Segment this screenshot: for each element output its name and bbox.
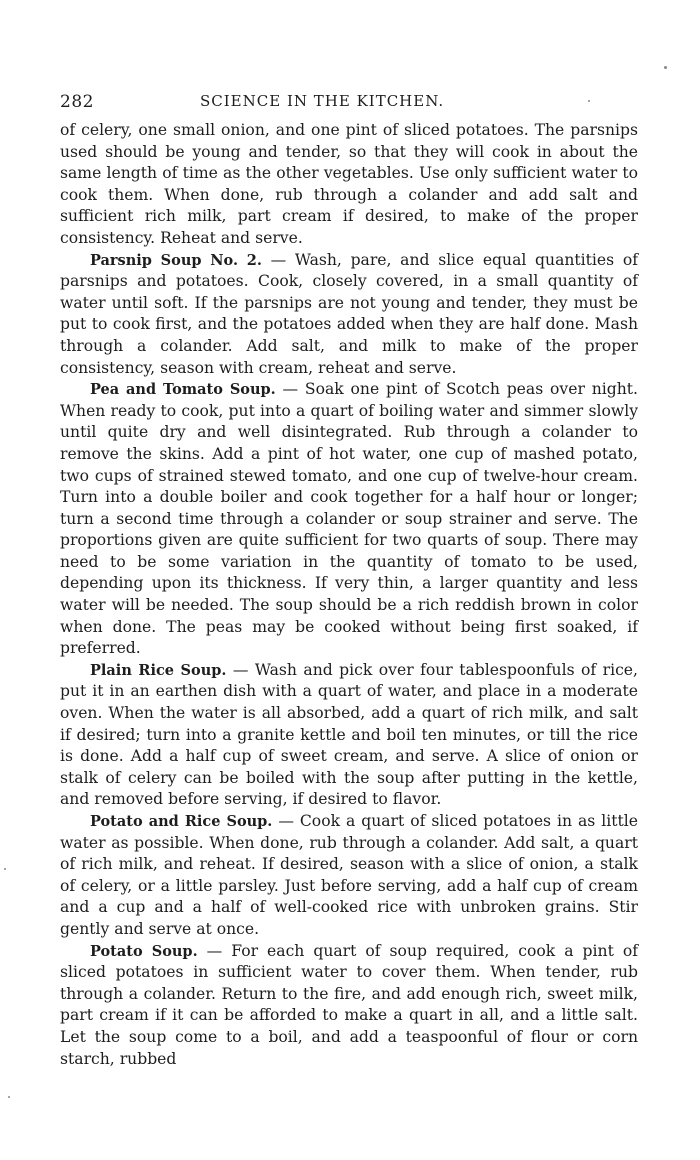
paper-speck xyxy=(4,868,6,870)
recipe-paragraph xyxy=(60,941,638,1071)
page-number: 282 xyxy=(60,92,94,112)
recipe-text: — For each quart of soup required, cook a pint of sliced potatoes in sufficient water to cover them. When tender, rub through a colander. Return to the fire, and add enough rich, sweet milk, part cream if it can be afforded to make a quart in all, and a little salt. Let the soup come to a boil, and add a teaspoonful of flour or corn starch, rubbed xyxy=(60,941,638,1068)
recipe-text: — Wash and pick over four tablespoonfuls of rice, put it in an earthen dish with a quart of water, and place in a moderate oven. When the water is all absorbed, add a quart of rich milk, and salt if desired; turn into a granite kettle and boil ten minutes, or till the rice is done. Add a half cup of sweet cream, and serve. A slice of onion or stalk of celery can be boiled with the soup after putting in the kettle, and removed before serving, if desired to flavor. xyxy=(60,660,638,809)
book-page xyxy=(60,92,638,1070)
recipe-title: Parsnip Soup No. 2. xyxy=(90,251,262,269)
recipe-title: Potato and Rice Soup. xyxy=(90,813,273,830)
paper-speck xyxy=(664,66,667,69)
recipe-paragraph xyxy=(60,379,638,660)
recipe-title: Potato Soup. xyxy=(90,942,198,960)
recipe-text: — Wash, pare, and slice equal quantities of parsnips and potatoes. Cook, closely covered, in a small quantity of water until soft. If the parsnips are not young and tender, they must be put to cook first, and the potatoes added when they are half done. Mash through a colander. Add salt, and milk to make of the proper consistency, season with cream, reheat and serve. xyxy=(60,250,639,377)
recipe-title: Pea and Tomato Soup. xyxy=(90,381,276,399)
recipe-title: Plain Rice Soup. xyxy=(90,661,227,679)
recipe-paragraph xyxy=(60,250,638,380)
running-title: SCIENCE IN THE KITCHEN. xyxy=(200,92,445,110)
paper-speck xyxy=(588,100,590,102)
paper-speck xyxy=(8,1096,10,1098)
recipe-paragraph xyxy=(60,660,638,811)
continuation-paragraph: of celery, one small onion, and one pint of sliced potatoes. The parsnips used should be young and tender, so that they will cook in about the same length of time as the other vegetables. Use only sufficient water to cook them. When done, rub through a colander and add salt and sufficient rich milk, part cream if desired, to make of the proper consistency. Reheat and serve. xyxy=(60,121,638,247)
recipe-paragraph xyxy=(60,811,638,941)
recipe-text: — Soak one pint of Scotch peas over night. When ready to cook, put into a quart of boiling water and simmer slowly until quite dry and well disintegrated. Rub through a colander to remove the skins. Add a pint of hot water, one cup of mashed potato, two cups of strained stewed tomato, and one cup of twelve-hour cream. Turn into a double boiler and cook together for a half hour or longer; turn a second time through a colander or soup strainer and serve. The proportions given are quite sufficient for two quarts of soup. There may need to be some variation in the quantity of tomato to be used, depending upon its thickness. If very thin, a larger quantity and less water will be needed. The soup should be a rich reddish brown in color when done. The peas may be cooked without being first soaked, if preferred. xyxy=(60,380,638,658)
running-head xyxy=(60,92,638,120)
page-text xyxy=(60,120,638,1070)
recipe-text: — Cook a quart of sliced potatoes in as little water as possible. When done, rub through a colander. Add salt, a quart of rich milk, and reheat. If desired, season with a slice of onion, a stalk of celery, or a little parsley. Just before serving, add a half cup of cream and a cup and a half of well-cooked rice with unbroken grains. Stir gently and serve at once. xyxy=(60,812,638,938)
